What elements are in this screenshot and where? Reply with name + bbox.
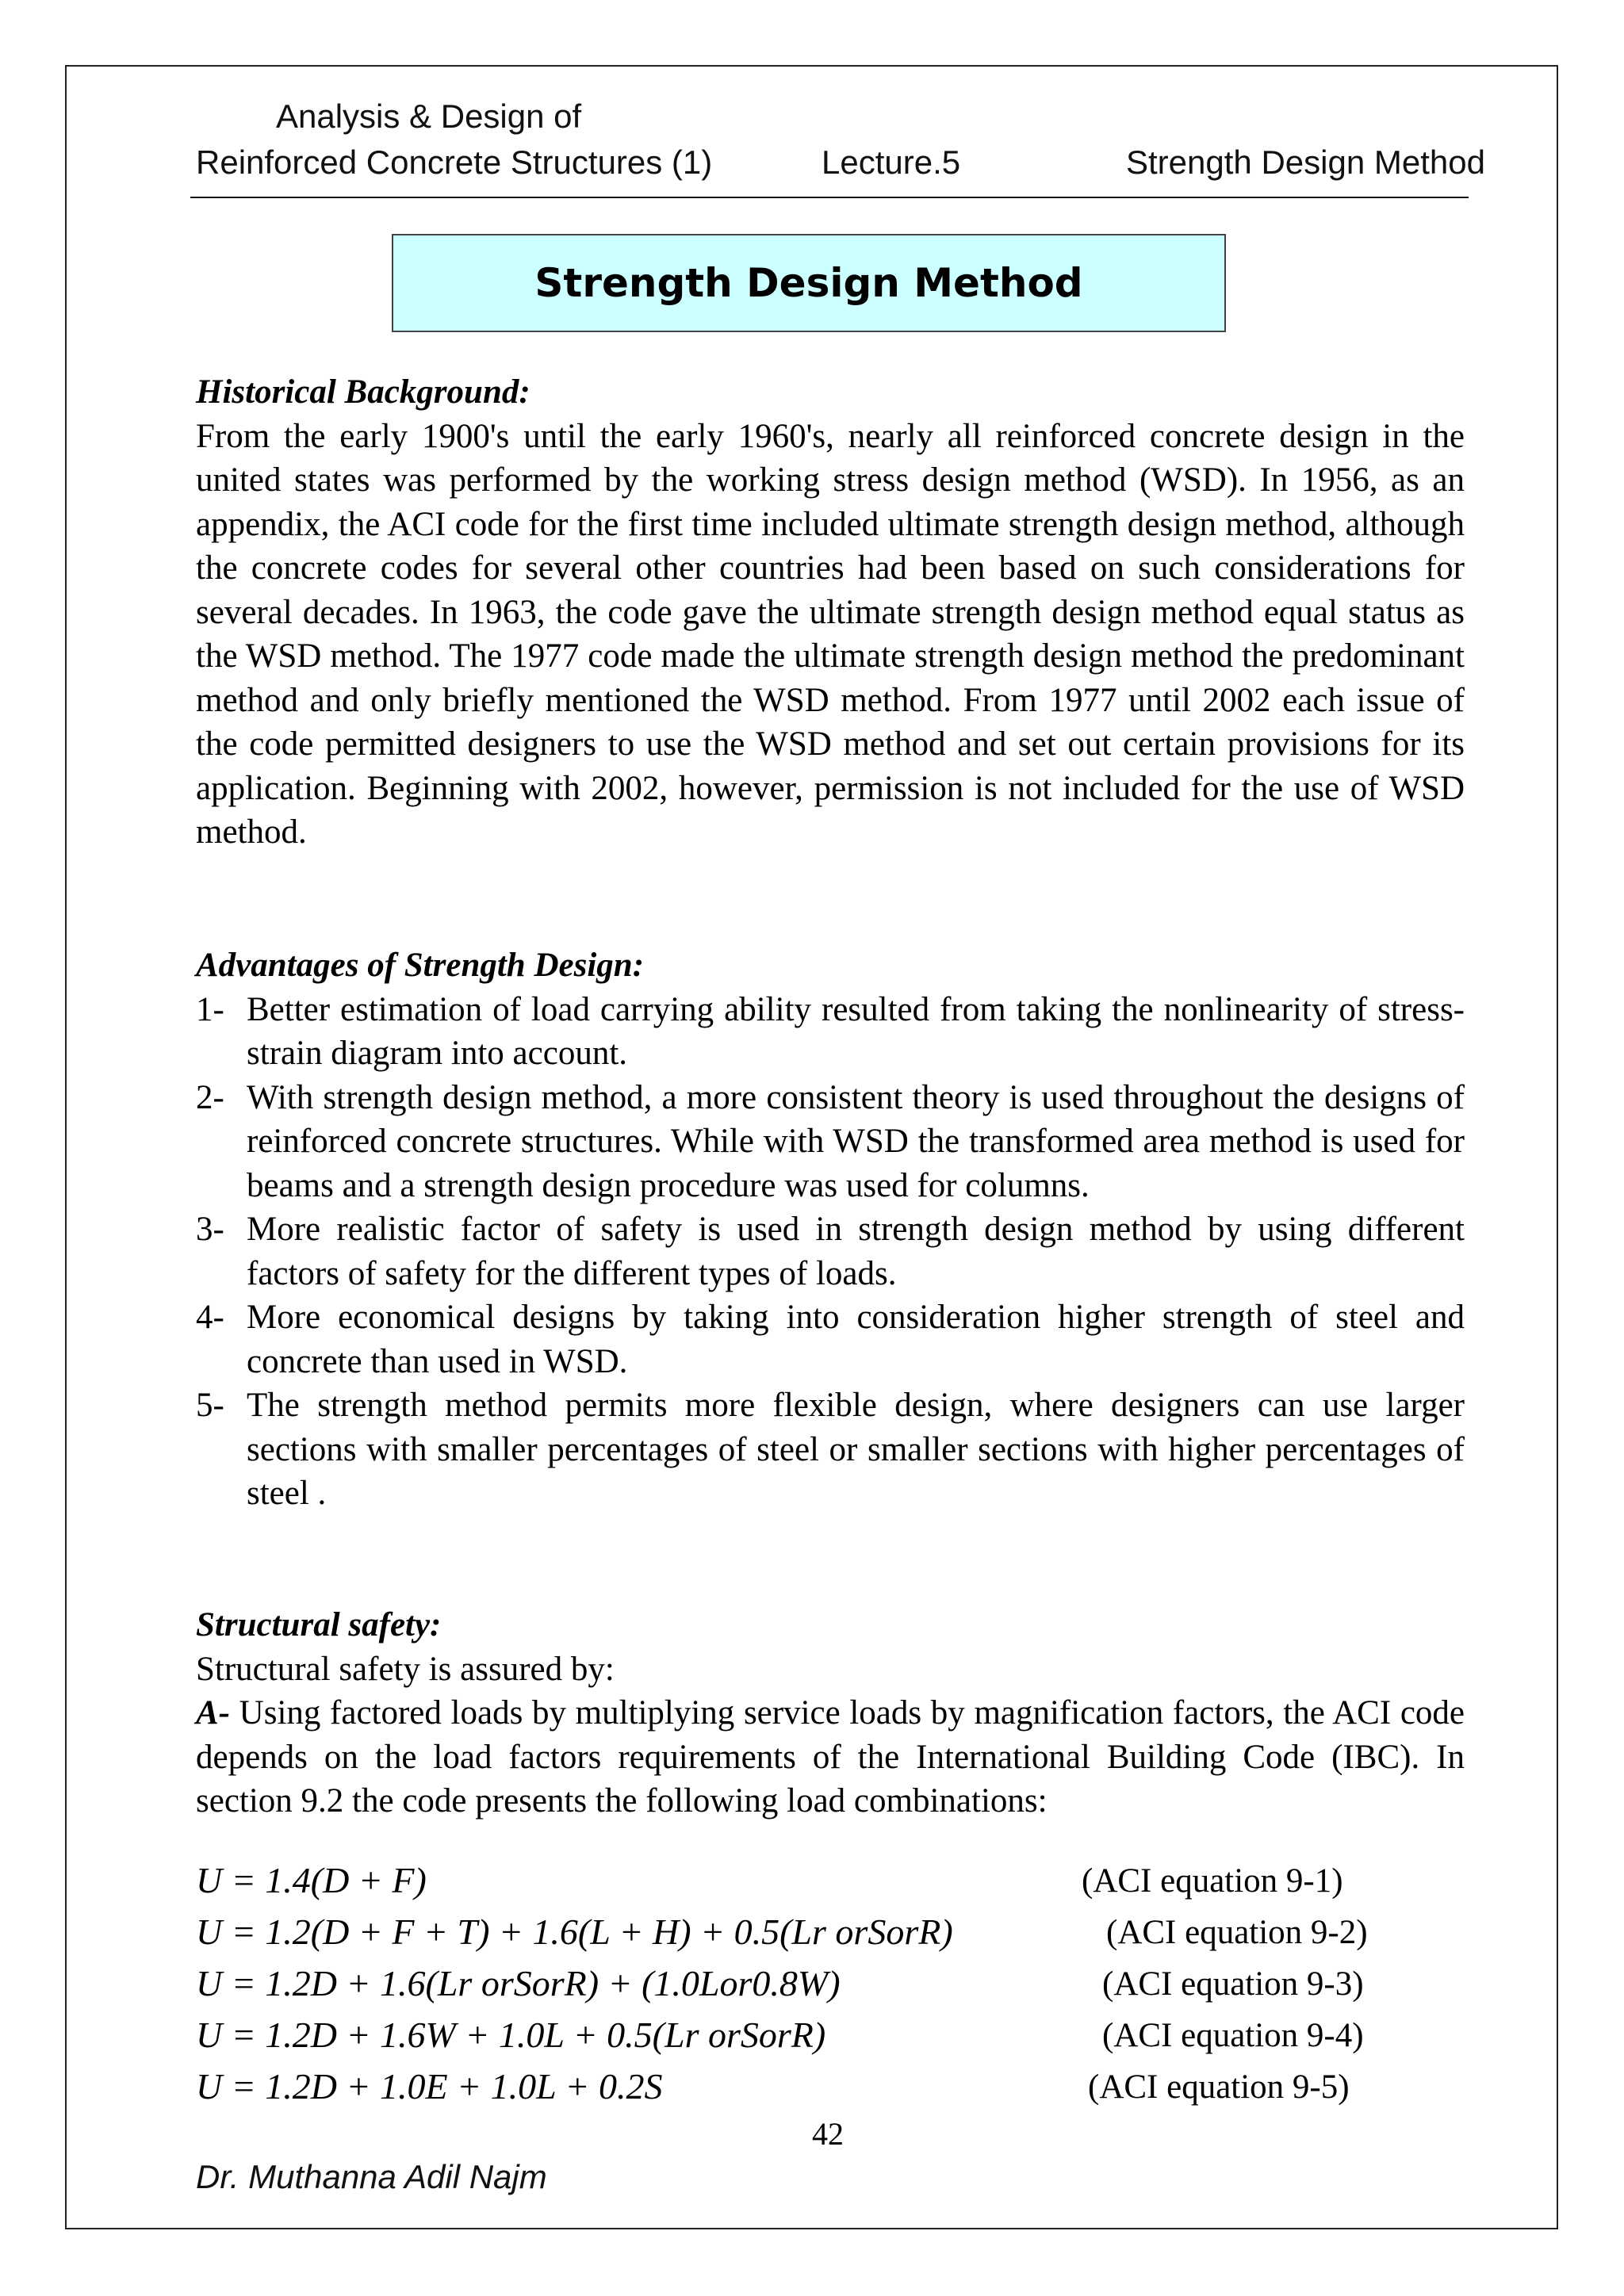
advantages-section [196,943,1465,1516]
safety-item-text: Using factored loads by multiplying service loads by magnification factors, the ACI code depends on the load factors requirements of the International Building Code (IBC). In section 9.2 the code presents the following load combinations: [196,1694,1465,1820]
list-item-number: 1- [196,990,224,1028]
safety-heading: Structural safety: [196,1606,442,1644]
equation-9-3: U = 1.2D + 1.6(Lr orSorR) + (1.0Lor0.8W) [196,1963,841,2003]
historical-heading: Historical Background: [196,373,530,411]
header-course-line1: Analysis & Design of [276,98,582,135]
safety-item-a [196,1691,1465,1823]
equation-9-1-ref: (ACI equation 9-1) [1082,1862,1343,1900]
safety-intro: Structural safety is assured by: [196,1650,615,1688]
equation-9-5: U = 1.2D + 1.0E + 1.0L + 0.2S [196,2066,663,2107]
header-course-line2: Reinforced Concrete Structures (1) [196,144,713,181]
list-item-number: 4- [196,1299,224,1336]
equation-9-2-ref: (ACI equation 9-2) [1106,1914,1368,1951]
list-item [196,1295,1465,1383]
list-item [196,1076,1465,1208]
list-item-text: More economical designs by taking into consideration higher strength of steel and concrete than used in WSD. [247,1299,1465,1380]
list-item [196,1207,1465,1295]
header-divider [190,197,1469,198]
equation-9-1: U = 1.4(D + F) [196,1860,427,1900]
list-item [196,988,1465,1076]
page-title: Strength Design Method [392,234,1226,332]
safety-item-label: A- [196,1694,230,1732]
list-item-number: 5- [196,1387,224,1424]
header-topic: Strength Design Method [1126,144,1485,181]
header-lecture: Lecture.5 [822,144,961,181]
list-item-text: More realistic factor of safety is used in strength design method by using different factors of safety for the different types of loads. [247,1211,1465,1292]
list-item-number: 2- [196,1078,224,1116]
advantages-heading: Advantages of Strength Design: [196,947,645,984]
list-item-text: The strength method permits more flexible design, where designers can use larger sections with smaller percentages of steel or smaller sections with higher percentages of steel . [247,1387,1465,1512]
list-item-text: With strength design method, a more consistent theory is used throughout the designs of reinforced concrete structures. While with WSD the transformed area method is used for beams and a strength design procedure was used for columns. [247,1078,1465,1204]
equation-9-5-ref: (ACI equation 9-5) [1088,2068,1350,2106]
historical-paragraph: From the early 1900's until the early 1960's, nearly all reinforced concrete design in the united states was performed by the working stress design method (WSD). In 1956, as an appendix, the ACI code for the first time included ultimate strength design method, although the concrete codes for several other countries had been based on such considerations for several decades. In 1963, the code gave the ultimate strength design method equal status as the WSD method. The 1977 code made the ultimate strength design method the predominant method and only briefly mentioned the WSD method. From 1977 until 2002 each issue of the code permitted designers to use the WSD method and set out certain provisions for its application. Beginning with 2002, however, permission is not included for the use of WSD method. [196,417,1465,851]
equation-9-2: U = 1.2(D + F + T) + 1.6(L + H) + 0.5(Lr orSorR) [196,1911,953,1952]
equation-9-4-ref: (ACI equation 9-4) [1102,2017,1364,2054]
equation-9-3-ref: (ACI equation 9-3) [1102,1965,1364,2003]
author: Dr. Muthanna Adil Najm [196,2158,547,2195]
safety-section [196,1603,1465,1823]
list-item-number: 3- [196,1211,224,1248]
list-item-text: Better estimation of load carrying ability resulted from taking the nonlinearity of stress-strain diagram into account. [247,990,1465,1072]
historical-section [196,370,1465,855]
equation-9-4: U = 1.2D + 1.6W + 1.0L + 0.5(Lr orSorR) [196,2015,826,2055]
list-item [196,1383,1465,1516]
page-number: 42 [812,2116,844,2152]
